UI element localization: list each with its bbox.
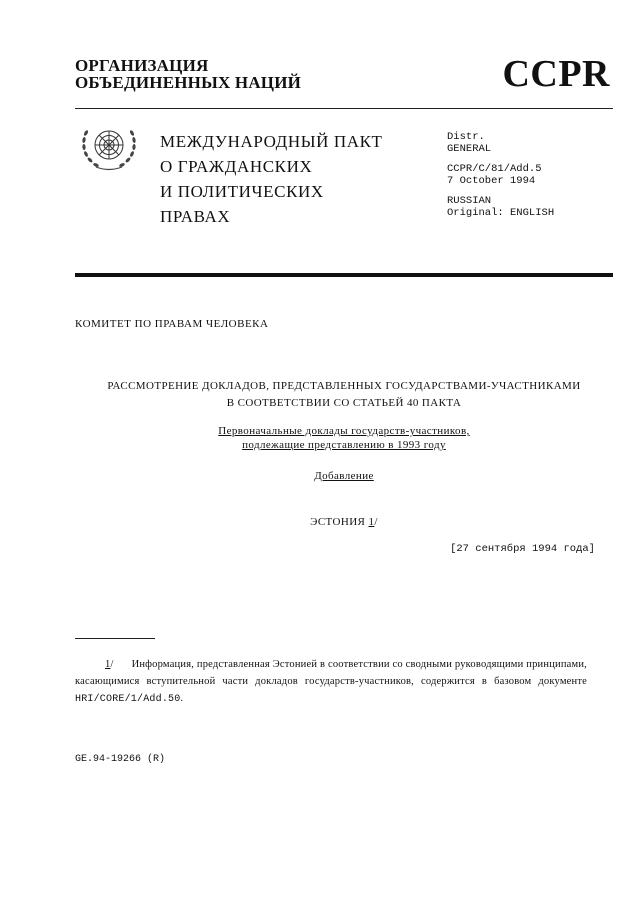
covenant-line-4: ПРАВАХ bbox=[160, 207, 231, 226]
doc-date: 7 October 1994 bbox=[447, 175, 536, 187]
distr-type: GENERAL bbox=[447, 143, 492, 155]
distribution-info bbox=[447, 131, 554, 227]
covenant-line-2: О ГРАЖДАНСКИХ bbox=[160, 157, 313, 176]
footnote-rule bbox=[75, 638, 155, 639]
covenant-line-1: МЕЖДУНАРОДНЫЙ ПАКТ bbox=[160, 132, 383, 151]
country-footnote-mark: 1 bbox=[368, 516, 375, 528]
country-heading bbox=[75, 516, 613, 528]
original-language: Original: ENGLISH bbox=[447, 207, 555, 219]
covenant-title bbox=[160, 129, 383, 229]
footnote bbox=[75, 656, 587, 708]
doc-language: RUSSIAN bbox=[447, 195, 492, 207]
covenant-line-3: И ПОЛИТИЧЕСКИХ bbox=[160, 182, 324, 201]
addendum-label: Добавление bbox=[314, 470, 374, 482]
title-line-2: В СООТВЕТСТВИИ СО СТАТЬЕЙ 40 ПАКТА bbox=[226, 397, 462, 409]
document-symbol-header: CCPR bbox=[502, 53, 610, 95]
org-line-2: ОБЪЕДИНЕННЫХ НАЦИЙ bbox=[75, 73, 302, 92]
title-line-1: РАССМОТРЕНИЕ ДОКЛАДОВ, ПРЕДСТАВЛЕННЫХ ГОСУДАРСТВАМИ-УЧАСТНИКАМИ bbox=[107, 380, 581, 392]
thick-divider bbox=[75, 273, 613, 277]
subtitle-line-2: подлежащие представлению в 1993 году bbox=[242, 439, 446, 451]
org-line-1: ОРГАНИЗАЦИЯ bbox=[75, 56, 209, 75]
footnote-end: . bbox=[180, 693, 184, 704]
un-emblem-icon bbox=[78, 121, 140, 173]
distr-label: Distr. bbox=[447, 131, 485, 143]
footnote-mark: 1 bbox=[105, 659, 111, 670]
country-footnote-slash: / bbox=[374, 516, 378, 528]
country-name: ЭСТОНИЯ bbox=[310, 516, 366, 528]
addendum-heading bbox=[75, 470, 613, 482]
document-subtitle bbox=[75, 424, 613, 452]
committee-name: КОМИТЕТ ПО ПРАВАМ ЧЕЛОВЕКА bbox=[75, 318, 269, 330]
subtitle-line-1: Первоначальные доклады государств-участников, bbox=[218, 425, 470, 437]
footnote-slash: / bbox=[110, 659, 114, 670]
report-date: [27 сентября 1994 года] bbox=[450, 543, 595, 555]
header-rule bbox=[75, 108, 613, 109]
job-number: GE.94-19266 (R) bbox=[75, 754, 166, 765]
organization-name bbox=[75, 57, 301, 91]
footnote-text: Информация, представленная Эстонией в соответствии со сводными руководящими принципами, касающимися вступительной части докладов государств-участников, содержится в базовом документе bbox=[75, 659, 587, 687]
doc-symbol: CCPR/C/81/Add.5 bbox=[447, 163, 542, 175]
document-title bbox=[75, 378, 613, 412]
footnote-doc-ref: HRI/CORE/1/Add.50 bbox=[75, 694, 181, 705]
